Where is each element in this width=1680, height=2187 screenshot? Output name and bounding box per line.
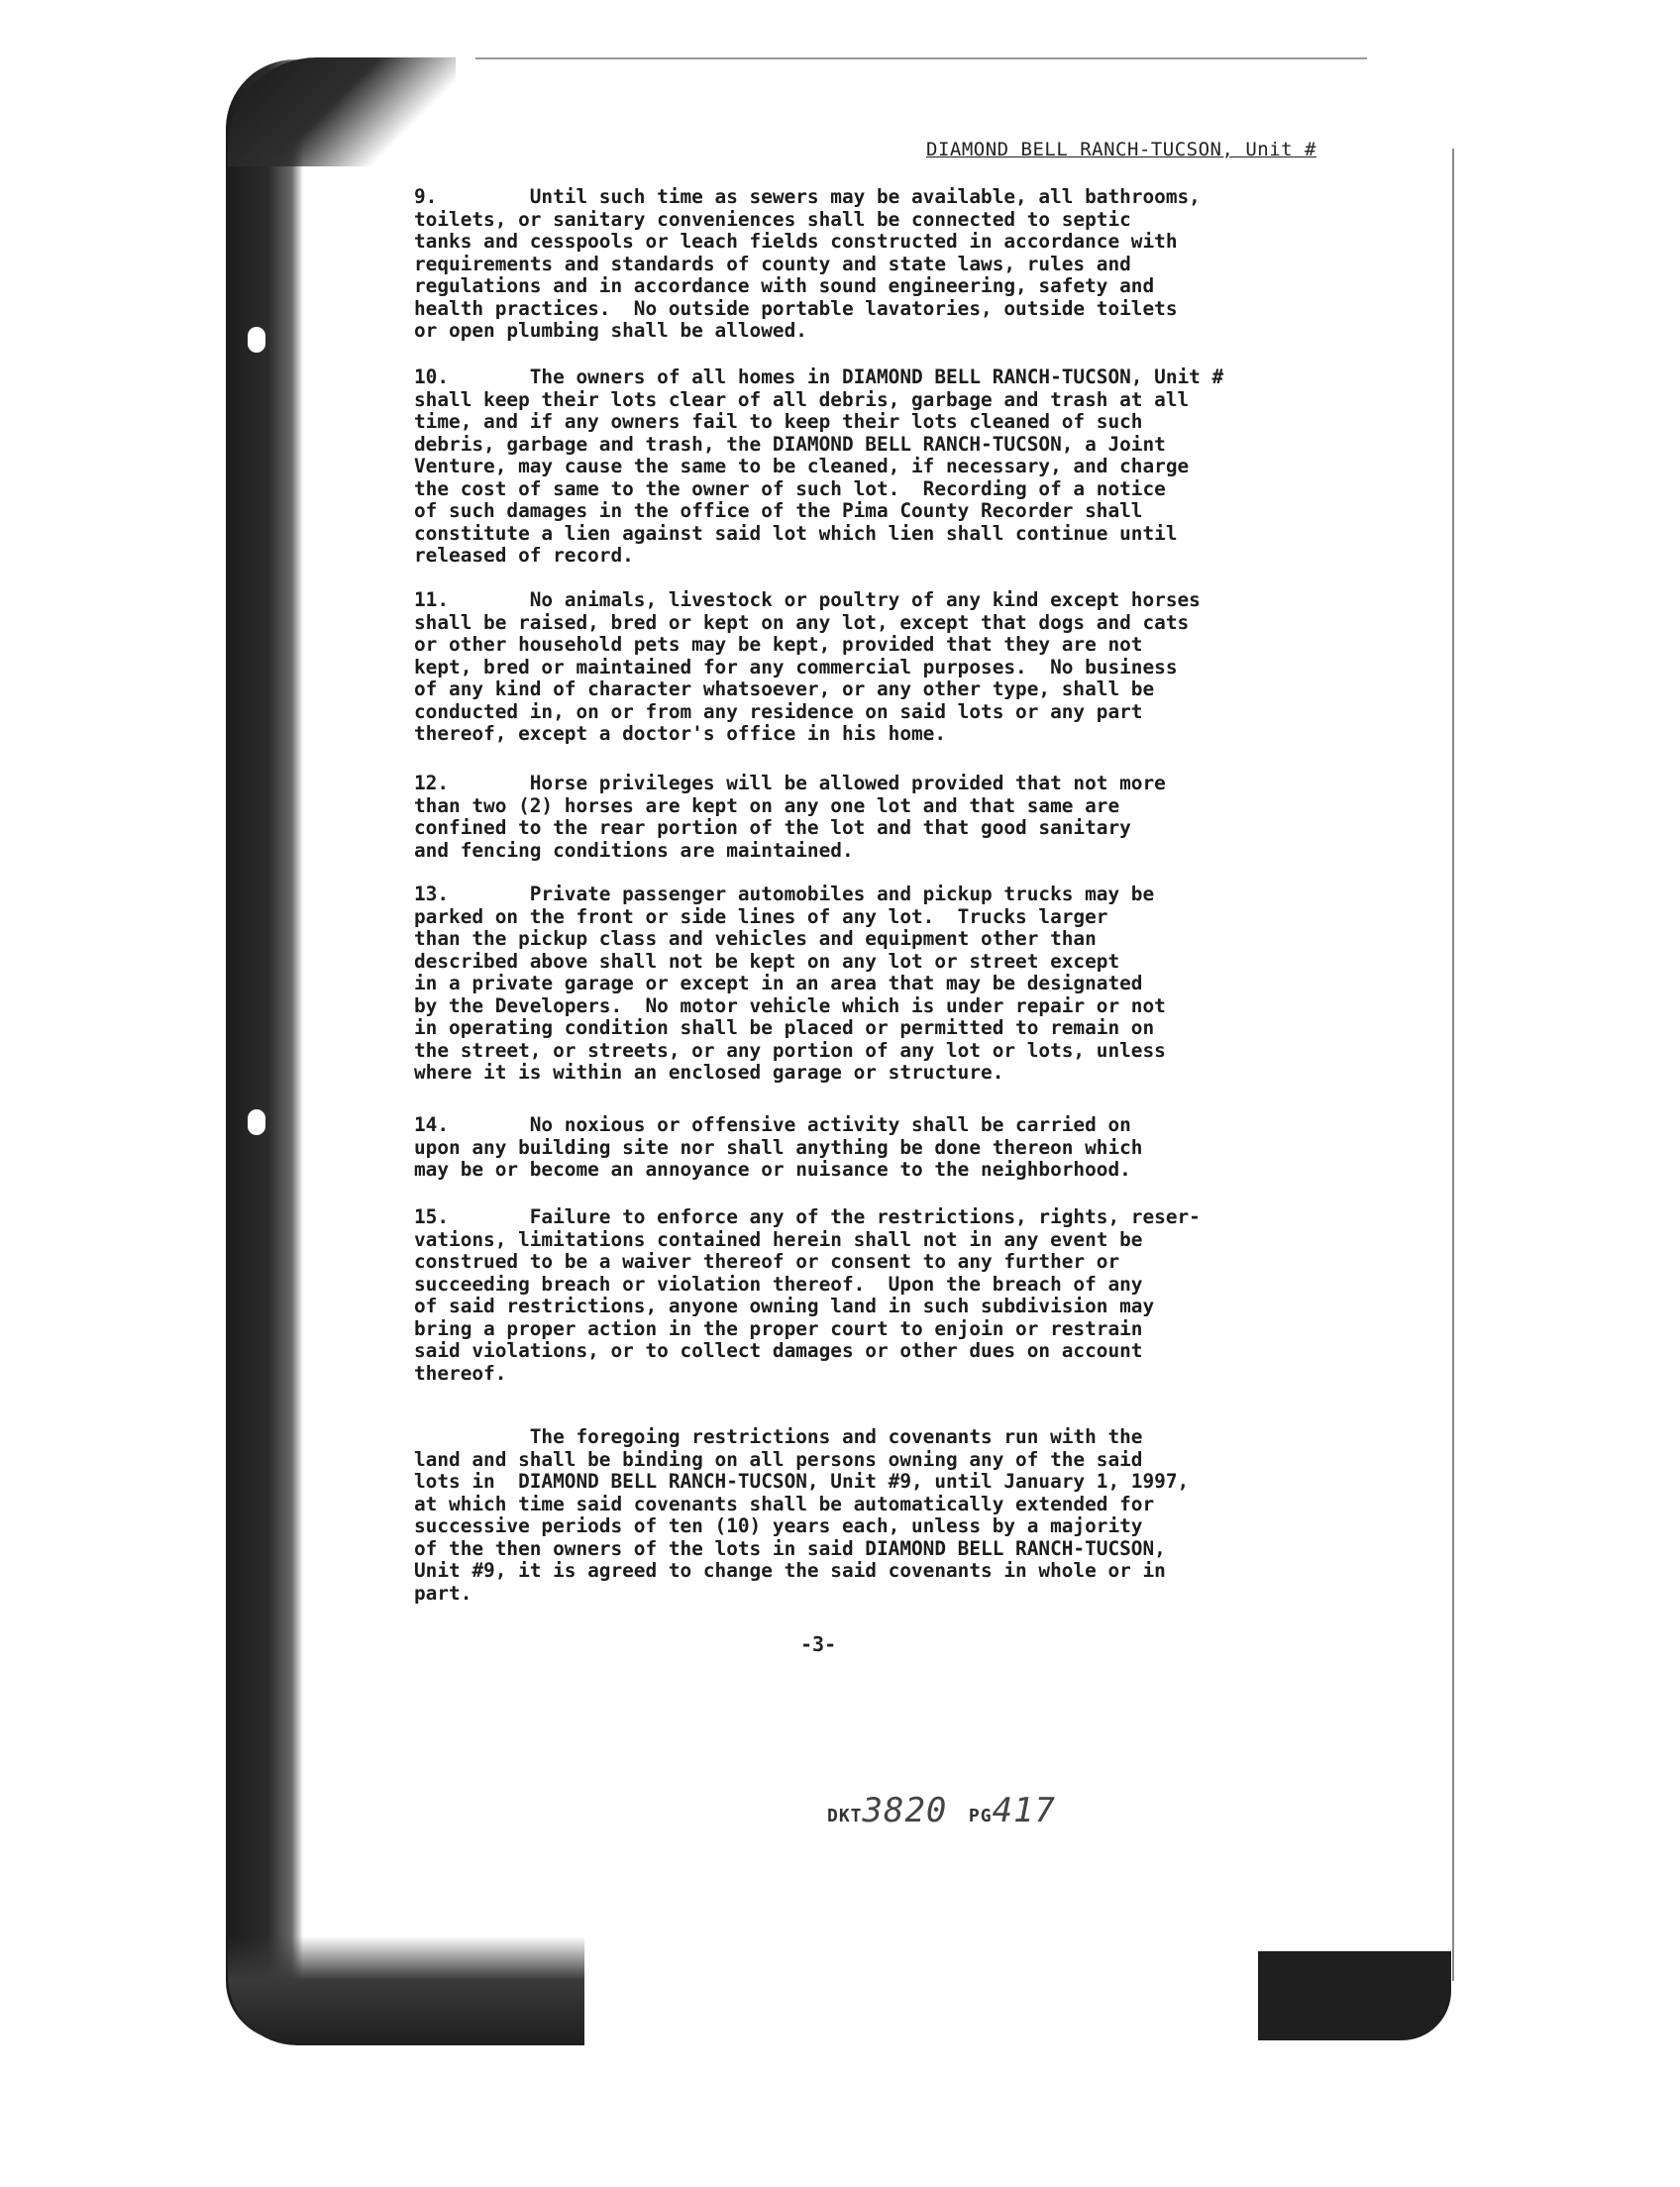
document-header: DIAMOND BELL RANCH-TUCSON, Unit # bbox=[926, 139, 1316, 160]
closing-paragraph: The foregoing restrictions and covenants run with the land and shall be binding on all persons owning any of the said lots in DIAMOND BELL RANCH-TUCSON, Unit #9, until January 1, 1997, at which time said covenants shall be automatically extended for successive periods of ten (10) years each, unless by a majority of the then owners of the lots in said DIAMOND BELL RANCH-TUCSON, Unit #9, it is agreed to change the said covenants in whole or in part. bbox=[414, 1425, 1190, 1605]
paragraph-9: 9. Until such time as sewers may be available, all bathrooms, toilets, or sanitary conveniences shall be connected to septic tanks and cesspools or leach fields constructed in accordance with requirements and standards of county and state laws, rules and regulations and in accordance with sound engineering, safety and health practices. No outside portable lavatories, outside toilets or open plumbing shall be allowed. bbox=[414, 185, 1201, 342]
page-reference: 417 bbox=[992, 1791, 1056, 1830]
docket-number: 3820 bbox=[862, 1791, 948, 1830]
scan-top-edge bbox=[475, 57, 1367, 59]
scan-border-bottom-left bbox=[228, 1936, 584, 2045]
punch-hole bbox=[248, 327, 265, 353]
scan-border-left bbox=[226, 59, 303, 2040]
punch-hole bbox=[248, 1109, 265, 1135]
recorder-reference bbox=[827, 1791, 1056, 1830]
paragraph-15: 15. Failure to enforce any of the restrictions, rights, reser- vations, limitations contained herein shall not in any event be construed to be a waiver thereof or consent to any further or succeeding breach or violation thereof. Upon the breach of any of said restrictions, anyone owning land in such subdivision may bring a proper action in the proper court to enjoin or restrain said violations, or to collect damages or other dues on account thereof. bbox=[414, 1205, 1201, 1385]
paragraph-13: 13. Private passenger automobiles and pickup trucks may be parked on the front or side lines of any lot. Trucks larger than the pickup class and vehicles and equipment other than described above shall not be kept on any lot or street except in a private garage or except in an area that may be designated by the Developers. No motor vehicle which is under repair or not in operating condition shall be placed or permitted to remain on the street, or streets, or any portion of any lot or lots, unless where it is within an enclosed garage or structure. bbox=[414, 883, 1166, 1084]
page-number: -3- bbox=[800, 1632, 837, 1656]
scan-border-bottom-right bbox=[1258, 1951, 1451, 2040]
page-label: PG bbox=[968, 1806, 993, 1826]
docket-label: DKT bbox=[827, 1806, 863, 1826]
paragraph-10: 10. The owners of all homes in DIAMOND BELL RANCH-TUCSON, Unit # shall keep their lots clear of all debris, garbage and trash at all time, and if any owners fail to keep their lots cleaned of such debris, garbage and trash, the DIAMOND BELL RANCH-TUCSON, a Joint Venture, may cause the same to be cleaned, if necessary, and charge the cost of same to the owner of such lot. Recording of a notice of such damages in the office of the Pima County Recorder shall constitute a lien against said lot which lien shall continue until released of record. bbox=[414, 365, 1224, 567]
paragraph-11: 11. No animals, livestock or poultry of any kind except horses shall be raised, bred or kept on any lot, except that dogs and cats or other household pets may be kept, provided that they are not kept, bred or maintained for any commercial purposes. No business of any kind of character whatsoever, or any other type, shall be conducted in, on or from any residence on said lots or any part thereof, except a doctor's office in his home. bbox=[414, 588, 1201, 745]
paragraph-14: 14. No noxious or offensive activity shall be carried on upon any building site nor shall anything be done thereon which may be or become an annoyance or nuisance to the neighborhood. bbox=[414, 1113, 1143, 1181]
paragraph-12: 12. Horse privileges will be allowed provided that not more than two (2) horses are kept on any one lot and that same are confined to the rear portion of the lot and that good sanitary and fencing conditions are maintained. bbox=[414, 772, 1166, 862]
scan-right-edge bbox=[1452, 149, 1454, 1981]
